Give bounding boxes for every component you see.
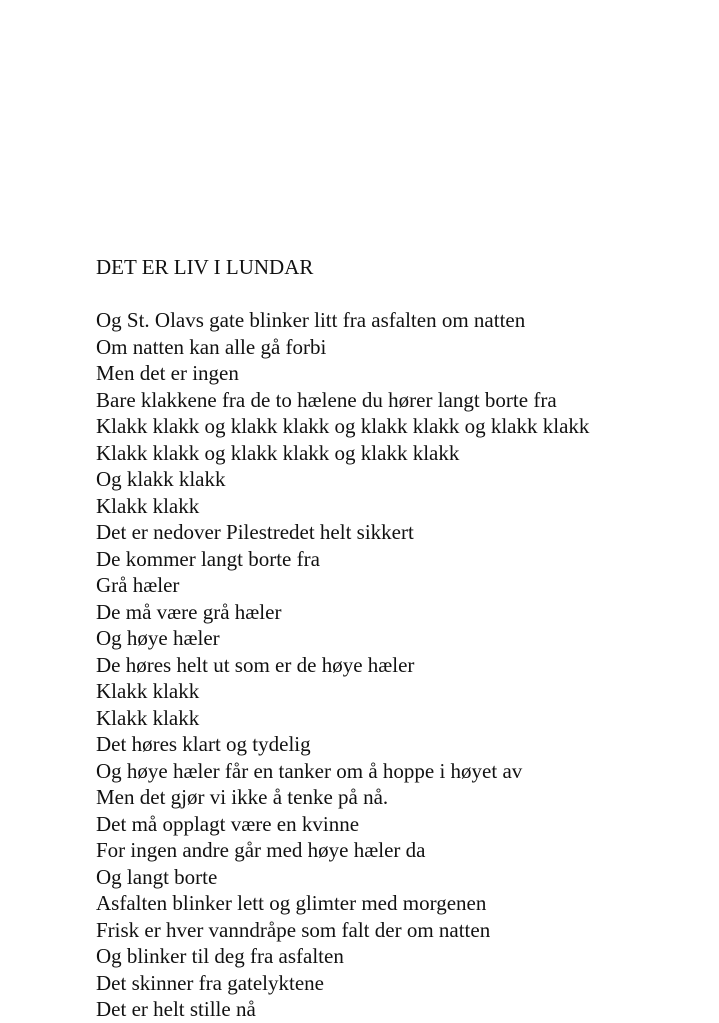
poem-line: De må være grå hæler (96, 599, 282, 624)
poem-line: Klakk klakk og klakk klakk og klakk klakk og klakk klakk (96, 414, 590, 438)
poem-line: De kommer langt borte fra (96, 546, 320, 571)
poem-line: Grå hæler (96, 573, 180, 597)
poem-line: Og klakk klakk (96, 467, 226, 491)
poem-body (96, 307, 589, 1023)
poem-line: Og høye hæler får en tanker om å hoppe i høyet av (96, 758, 523, 783)
poem-line: Men det gjør vi ikke å tenke på nå. (96, 785, 389, 809)
poem-line: Klakk klakk (96, 679, 200, 703)
poem-line: Og St. Olavs gate blinker litt fra asfalten om natten (96, 308, 526, 332)
poem-line: Det er nedover Pilestredet helt sikkert (96, 520, 414, 544)
poem-line: Det er helt stille nå (96, 997, 256, 1021)
poem-line: Asfalten blinker lett og glimter med morgenen (96, 891, 487, 915)
poem-line: Om natten kan alle gå forbi (96, 334, 327, 359)
poem-line: Frisk er hver vanndråpe som falt der om natten (96, 917, 491, 942)
poem-line: Klakk klakk (96, 493, 200, 518)
poem-line: Det høres klart og tydelig (96, 732, 311, 756)
poem-line: Klakk klakk og klakk klakk og klakk klakk (96, 440, 460, 465)
poem-line: De høres helt ut som er de høye hæler (96, 652, 415, 677)
poem-line: Og langt borte (96, 864, 218, 889)
poem-line: Og blinker til deg fra asfalten (96, 944, 344, 968)
poem-title: DET ER LIV I LUNDAR (96, 255, 314, 279)
poem-line: For ingen andre går med høye hæler da (96, 838, 426, 862)
poem-line: Det skinner fra gatelyktene (96, 970, 324, 995)
poem-line: Bare klakkene fra de to hælene du hører langt borte fra (96, 387, 557, 412)
poem-line: Klakk klakk (96, 705, 200, 730)
poem-line: Og høye hæler (96, 626, 220, 650)
poem-line: Men det er ingen (96, 361, 239, 385)
poem-line: Det må opplagt være en kvinne (96, 811, 360, 836)
